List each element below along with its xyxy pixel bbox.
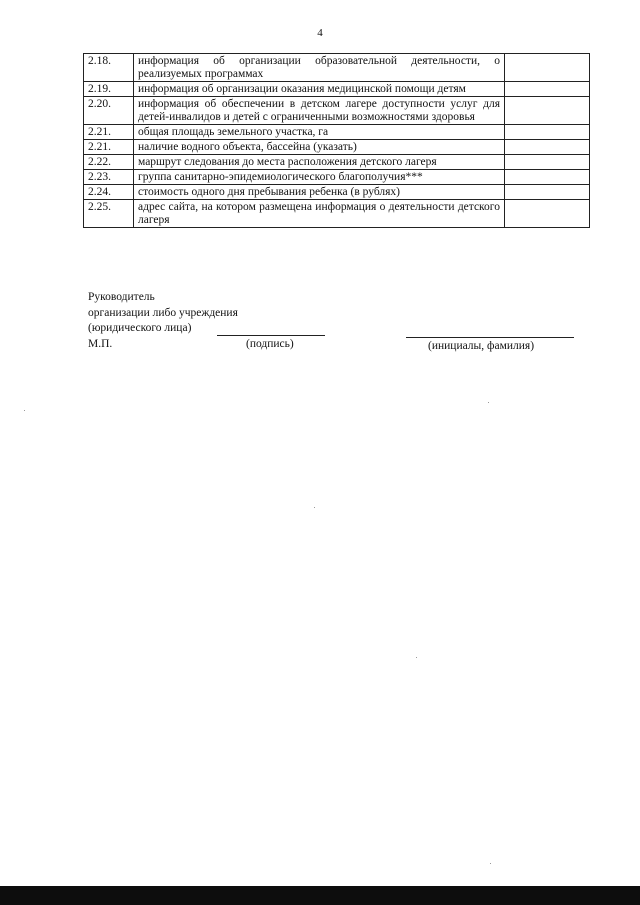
scan-speck <box>490 863 491 864</box>
row-value[interactable] <box>505 54 590 82</box>
row-number: 2.18. <box>84 54 134 82</box>
row-number: 2.19. <box>84 82 134 97</box>
table-row <box>84 54 590 82</box>
row-value[interactable] <box>505 140 590 155</box>
table-row <box>84 125 590 140</box>
table-row <box>84 185 590 200</box>
row-number: 2.21. <box>84 125 134 140</box>
row-value[interactable] <box>505 155 590 170</box>
signer-organization: организации либо учреждения <box>88 306 238 319</box>
name-line[interactable] <box>406 337 574 338</box>
row-value[interactable] <box>505 97 590 125</box>
table-row <box>84 140 590 155</box>
scan-speck <box>314 507 315 508</box>
table-row <box>84 82 590 97</box>
table-row <box>84 97 590 125</box>
info-table <box>83 53 590 228</box>
row-description: информация об организации оказания медицинской помощи детям <box>134 82 505 97</box>
scan-speck <box>416 657 417 658</box>
row-description: маршрут следования до места расположения детского лагеря <box>134 155 505 170</box>
row-number: 2.23. <box>84 170 134 185</box>
signature-caption: (подпись) <box>246 338 294 350</box>
row-value[interactable] <box>505 200 590 228</box>
signer-entity: (юридического лица) <box>88 322 192 334</box>
name-caption: (инициалы, фамилия) <box>428 340 535 352</box>
row-description: наличие водного объекта, бассейна (указать) <box>134 140 505 155</box>
row-value[interactable] <box>505 125 590 140</box>
table-row <box>84 200 590 228</box>
stamp-label: М.П. <box>88 337 113 350</box>
row-description: информация об обеспечении в детском лагере доступности услуг для детей-инвалидов и детей с ограниченными возможностями здоровья <box>134 97 505 125</box>
row-value[interactable] <box>505 170 590 185</box>
scan-speck <box>488 402 489 403</box>
scan-edge-bar <box>0 886 640 905</box>
signer-title: Руководитель <box>88 291 155 303</box>
row-number: 2.22. <box>84 155 134 170</box>
table-row <box>84 170 590 185</box>
row-number: 2.20. <box>84 97 134 125</box>
row-description: адрес сайта, на котором размещена информация о деятельности детского лагеря <box>134 200 505 228</box>
row-number: 2.24. <box>84 185 134 200</box>
row-description: общая площадь земельного участка, га <box>134 125 505 140</box>
row-description: группа санитарно-эпидемиологического благополучия*** <box>134 170 505 185</box>
row-value[interactable] <box>505 185 590 200</box>
signature-line[interactable] <box>217 335 325 336</box>
row-value[interactable] <box>505 82 590 97</box>
row-number: 2.21. <box>84 140 134 155</box>
scan-speck <box>24 410 25 411</box>
table-row <box>84 155 590 170</box>
row-description: информация об организации образовательной деятельности, о реализуемых программах <box>134 54 505 82</box>
row-number: 2.25. <box>84 200 134 228</box>
page-number: 4 <box>317 27 323 39</box>
row-description: стоимость одного дня пребывания ребенка (в рублях) <box>134 185 505 200</box>
signature-block <box>88 290 238 352</box>
